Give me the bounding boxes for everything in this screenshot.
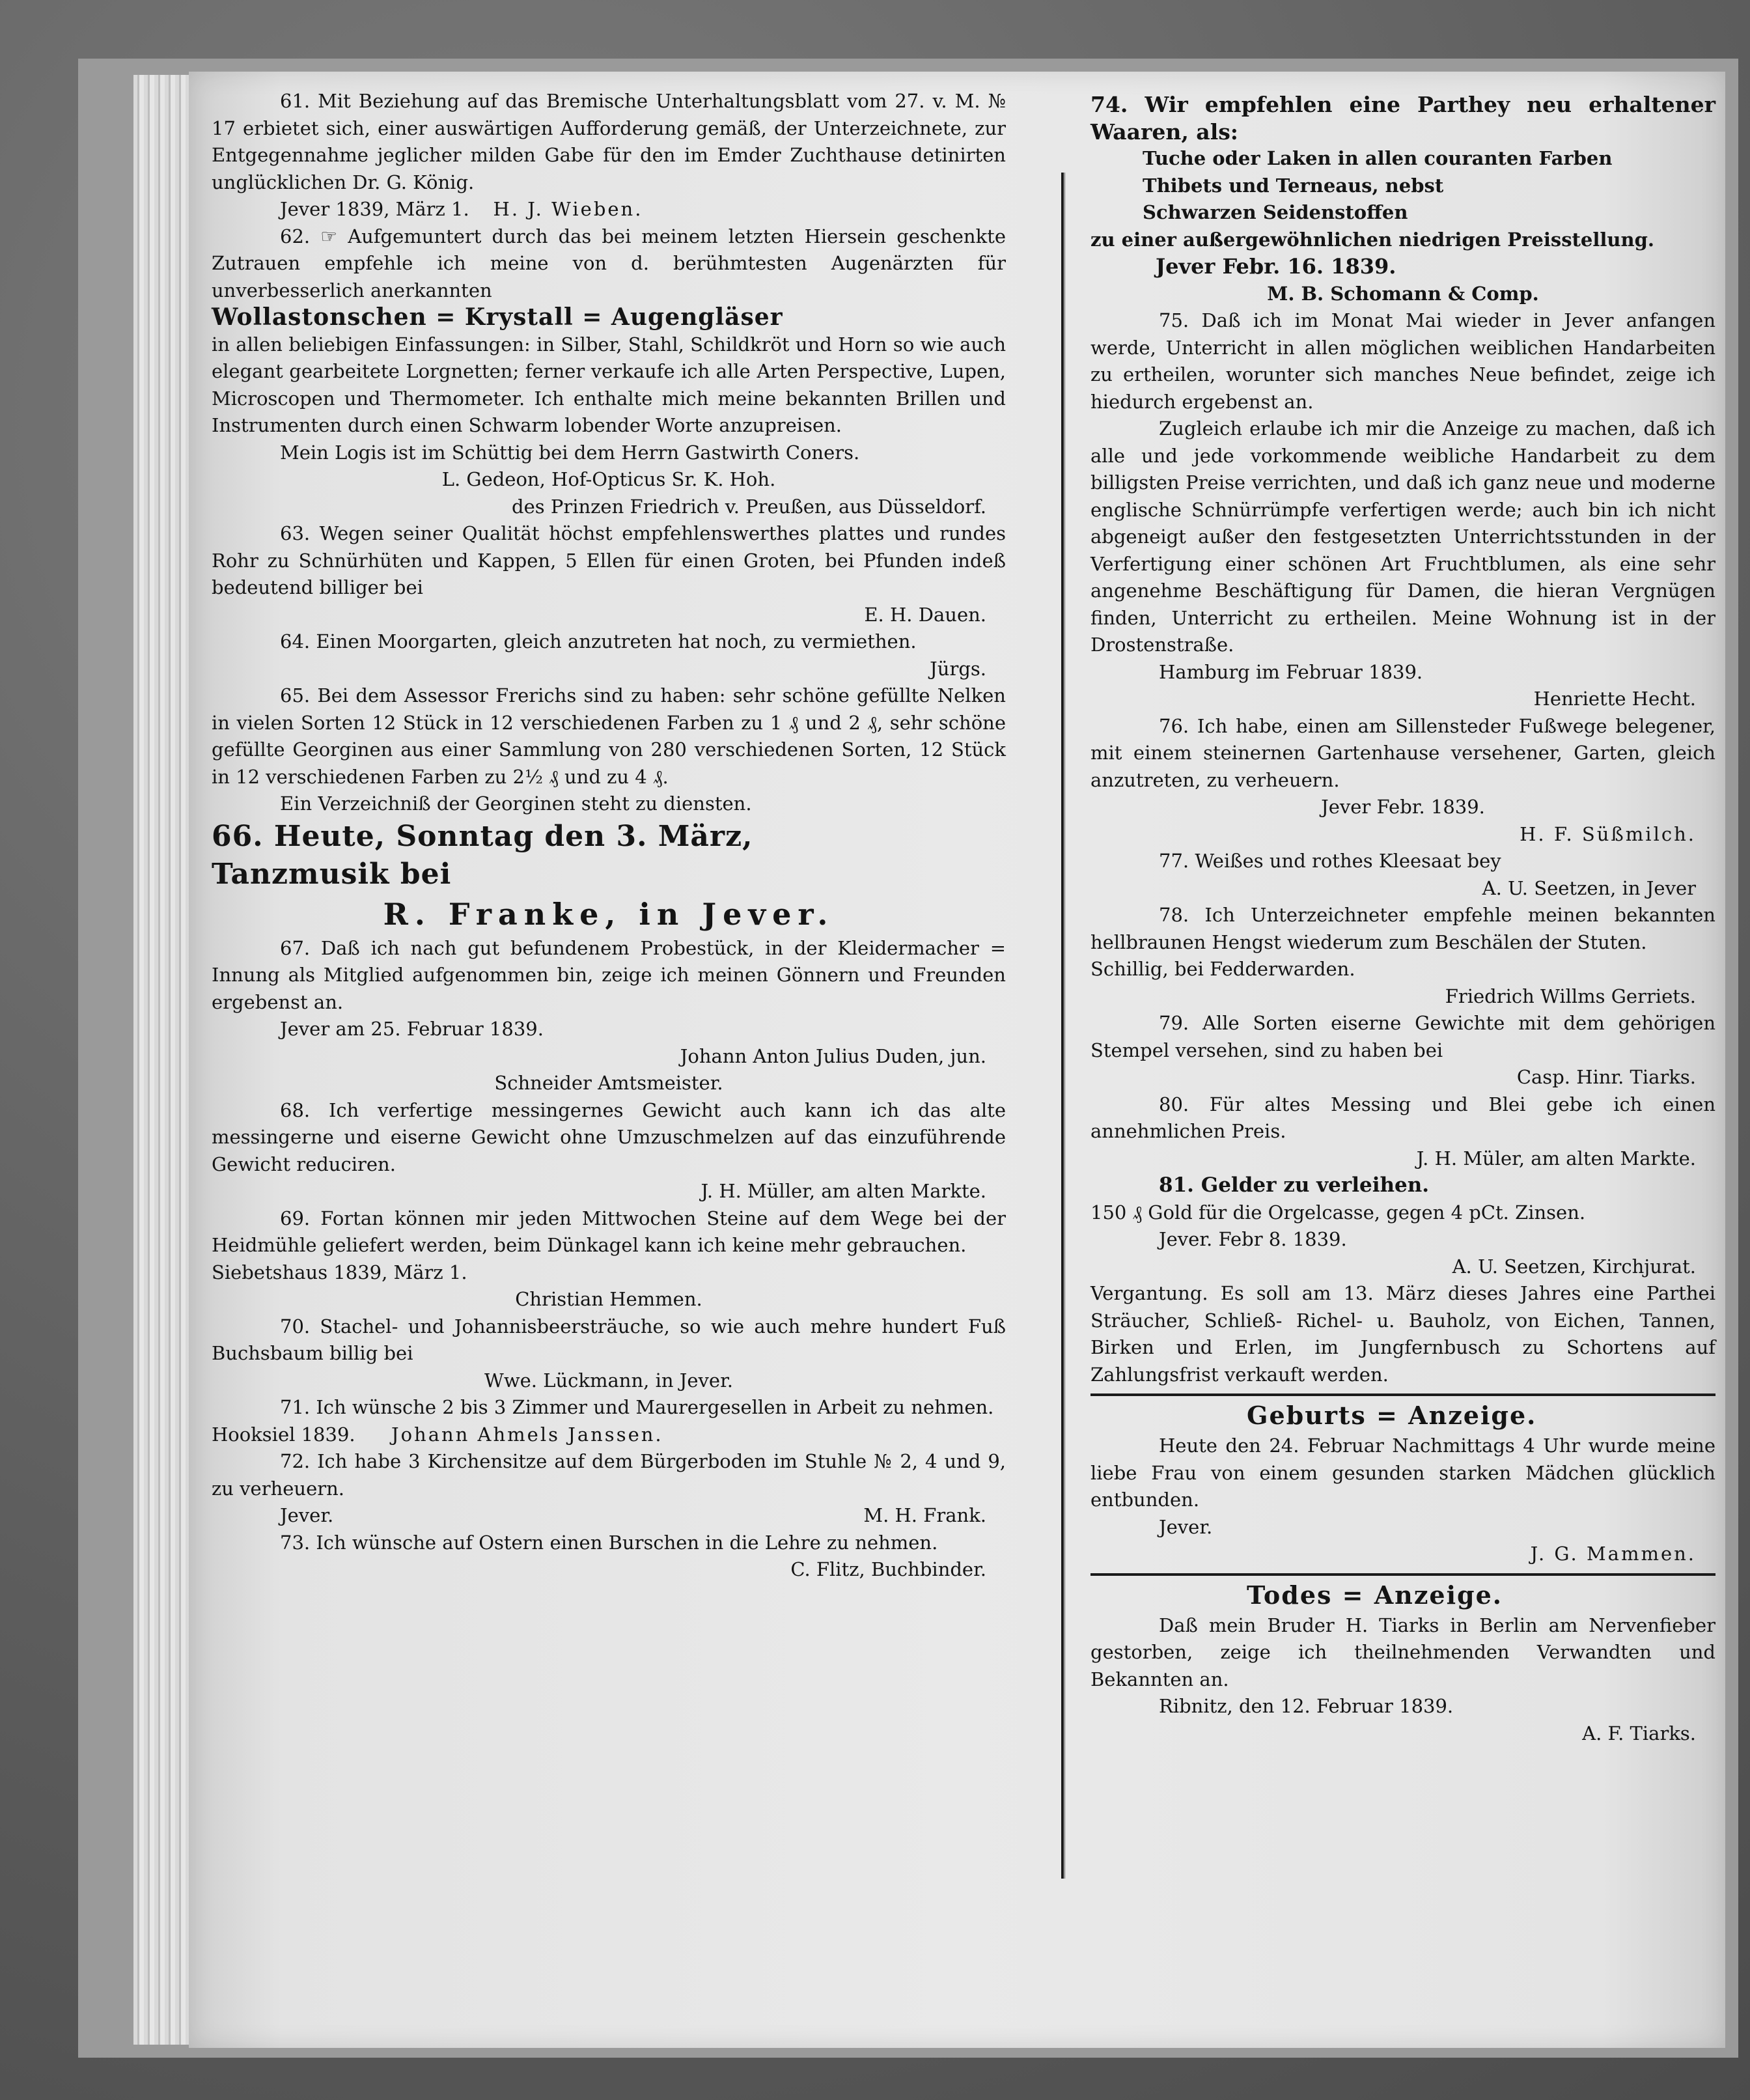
ad-78 [1090,902,1715,1010]
ad-61-date: Jever 1839, März 1. [280,198,469,220]
ad-78-text: 78. Ich Unterzeichneter empfehle meinen bekannten hellbraunen Hengst wiederum zum Beschälen der Stuten. [1090,904,1715,953]
ad-81-signature: A. U. Seetzen, Kirchjurat. [1452,1255,1696,1278]
ad-62-text: 62. ☞ Aufgemuntert durch das bei meinem letzten Hiersein geschenkte Zutrauen empfehle ich meine von d. berühmtesten Augenärzten für unverbesserlich anerkannten [212,225,1006,301]
ad-61-text: 61. Mit Beziehung auf das Bremische Unterhaltungsblatt vom 27. v. M. № 17 erbietet sich, einer auswärtigen Aufforderung gemäß, der Unterzeichnete, zur Entgegennahme jeglicher milden Gabe für den im Emder Zuchthause detinirten unglücklichen Dr. G. König. [212,90,1006,193]
ad-75-date: Hamburg im Februar 1839. [1159,660,1423,683]
ad-69-text: 69. Fortan können mir jeden Mittwochen Steine auf dem Wege bei der Heidmühle geliefert werden, beim Dünkagel kann ich keine mehr gebrauchen. [212,1207,1006,1256]
death-announcement [1090,1578,1715,1748]
ad-64 [212,628,1006,682]
ad-61 [212,88,1006,223]
ad-65-text: 65. Bei dem Assessor Frerichs sind zu haben: sehr schöne gefüllte Nelken in vielen Sorten 12 Stück in 12 verschiedenen Farben zu 1 ₰ und 2 ₰, sehr schöne gefüllte Georginen aus einer Sammlung von 280 verschiedenen Sorten, 12 Stück in 12 verschiedenen Farben zu 2½ ₰ und zu 4 ₰. [212,684,1006,788]
ad-69-date: Siebetshaus 1839, März 1. [212,1261,467,1283]
ad-71-text: 71. Ich wünsche 2 bis 3 Zimmer und Maurergesellen in Arbeit zu nehmen. [280,1396,994,1418]
ad-74-date: Jever Febr. 16. 1839. [1156,254,1396,279]
ad-79-text: 79. Alle Sorten eiserne Gewichte mit dem gehörigen Stempel versehen, sind zu haben bei [1090,1012,1715,1061]
ad-67-text: 67. Daß ich nach gut befundenem Probestück, in der Kleidermacher = Innung als Mitglied aufgenommen bin, zeige ich meinen Gönnern und Freunden ergebenst an. [212,936,1006,1013]
ad-62-signature-2: des Prinzen Friedrich v. Preußen, aus Düsseldorf. [512,495,986,518]
ad-66-line-1: 66. Heute, Sonntag den 3. März, [212,819,753,853]
ad-81-heading: 81. Gelder zu verleihen. [1159,1173,1430,1197]
ad-75-text2: Zugleich erlaube ich mir die Anzeige zu machen, daß ich alle und jede vorkommende weibliche Handarbeit zu dem billigsten Preise verrichten, und daß ich ganz neue und moderne englische Schnürrümpfe verfertigen werde; auch bin ich nicht abgeneigt außer den festgesetzten Unterrichtsstunden in der Verfertigung einer schönen Art Fruchtblumen, als eine sehr angenehme Beschäftigung für Damen, die hieran Vergnügen finden, Unterricht zu ertheilen. Meine Wohnung ist in der Drostenstraße. [1090,417,1715,656]
right-column [1090,91,1715,1747]
ad-75-signature: Henriette Hecht. [1533,688,1696,710]
birth-announcement-title: Geburts = Anzeige. [1247,1401,1537,1430]
ad-67 [212,935,1006,1097]
ad-68 [212,1097,1006,1205]
ad-74-signature: M. B. Schomann & Comp. [1267,282,1539,305]
ad-71-signature: Johann Ahmels Janssen. [391,1423,663,1446]
ad-76-signature: H. F. Süßmilch. [1520,822,1696,845]
ad-62-text2: in allen beliebigen Einfassungen: in Silber, Stahl, Schildkröt und Horn so wie auch elegant gearbeitete Lorgnetten; ferner verkaufe ich alle Arten Perspective, Lupen, Microscopen und Thermometer. Ich enthalte mich meine bekannten Brillen und Instrumenten durch einen Schwarm lobender Worte anzupreisen. [212,333,1006,436]
ad-73 [212,1530,1006,1584]
ad-73-text: 73. Ich wünsche auf Ostern einen Burschen in die Lehre zu nehmen. [280,1531,938,1554]
ad-74-line-4: Schwarzen Seidenstoffen [1143,201,1408,223]
death-announcement-title: Todes = Anzeige. [1247,1580,1503,1610]
ad-69 [212,1205,1006,1313]
ad-66 [212,818,1006,935]
ad-74-line-2: Tuche oder Laken in allen couranten Farben [1143,147,1613,169]
ad-71-date: Hooksiel 1839. [212,1423,355,1446]
ad-70-signature: Wwe. Lückmann, in Jever. [484,1369,733,1392]
ad-74 [1090,91,1715,307]
ad-68-signature: J. H. Müller, am alten Markte. [701,1180,986,1202]
ad-67-date: Jever am 25. Februar 1839. [280,1018,544,1040]
death-announcement-date: Ribnitz, den 12. Februar 1839. [1159,1695,1454,1717]
ad-67-signature-2: Schneider Amtsmeister. [494,1072,723,1094]
birth-announcement-place: Jever. [1159,1515,1213,1538]
ad-77 [1090,848,1715,902]
ad-vergantung [1090,1280,1715,1388]
ad-61-signature: H. J. Wieben. [493,198,643,220]
ad-80-text: 80. Für altes Messing und Blei gebe ich einen annehmlichen Preis. [1090,1093,1715,1142]
left-column [212,88,1006,1584]
vergantung-text: Vergantung. Es soll am 13. März dieses Jahres eine Parthei Sträucher, Schließ- Richel- u. Bauholz, von Eichen, Tannen, Birken und Erlen, im Jungfernbusch zu Schortens auf Zahlungsfrist verkauft werden. [1090,1282,1715,1386]
column-divider-shadow [1064,173,1065,1879]
ad-67-signature-1: Johann Anton Julius Duden, jun. [680,1044,986,1067]
ad-72-signature: M. H. Frank. [863,1504,986,1526]
birth-announcement-signature: J. G. Mammen. [1530,1543,1696,1565]
ad-68-text: 68. Ich verfertige messingernes Gewicht auch kann ich das alte messingerne und eiserne Gewicht ohne Umzuschmelzen auf das einzuführende Gewicht reduciren. [212,1099,1006,1175]
death-announcement-signature: A. F. Tiarks. [1582,1722,1696,1744]
ad-80-signature: J. H. Müler, am alten Markte. [1416,1147,1696,1169]
ad-81-date: Jever. Febr 8. 1839. [1159,1228,1347,1250]
ad-69-signature: Christian Hemmen. [515,1288,702,1310]
ad-71 [212,1394,1006,1448]
ad-66-line-2: Tanzmusik bei [212,857,452,891]
column-divider [1061,173,1064,1879]
ad-81-text: 150 ₰ Gold für die Orgelcasse, gegen 4 pCt. Zinsen. [1090,1201,1586,1224]
ad-73-signature: C. Flitz, Buchbinder. [790,1558,986,1580]
ad-81 [1090,1172,1715,1280]
ad-74-line-1: 74. Wir empfehlen eine Parthey neu erhaltener Waaren, als: [1090,92,1715,145]
ad-62 [212,223,1006,521]
section-rule-1 [1090,1393,1715,1396]
ad-63 [212,520,1006,628]
ad-72-text: 72. Ich habe 3 Kirchensitze auf dem Bürgerboden im Stuhle № 2, 4 und 9, zu verheuern. [212,1450,1006,1500]
ad-78-signature: Friedrich Willms Gerriets. [1445,985,1696,1007]
ad-62-text3: Mein Logis ist im Schüttig bei dem Herrn Gastwirth Coners. [280,441,860,464]
birth-announcement [1090,1399,1715,1568]
ad-63-signature: E. H. Dauen. [864,603,986,626]
ad-62-headline: Wollastonschen = Krystall = Augengläser [212,303,783,331]
ad-70-text: 70. Stachel- und Johannisbeersträuche, so wie auch mehre hundert Fuß Buchsbaum billig bei [212,1315,1006,1364]
ad-75-text: 75. Daß ich im Monat Mai wieder in Jever anfangen werde, Unterricht in allen möglichen weiblichen Handarbeiten zu ertheilen, worunter sich manches Neue befindet, zeige ich hiedurch ergebenst an. [1090,309,1715,413]
ad-62-signature-1: L. Gedeon, Hof-Opticus Sr. K. Hoh. [441,468,776,490]
ad-78-place: Schillig, bei Fedderwarden. [1090,958,1355,980]
ad-76-date: Jever Febr. 1839. [1321,796,1485,818]
ad-74-line-5: zu einer außergewöhnlichen niedrigen Preisstellung. [1090,228,1654,251]
ad-77-text: 77. Weißes und rothes Kleesaat bey [1159,850,1501,872]
ad-77-signature: A. U. Seetzen, in Jever [1482,876,1696,899]
birth-announcement-text: Heute den 24. Februar Nachmittags 4 Uhr wurde meine liebe Frau von einem gesunden starken Mädchen glücklich entbunden. [1090,1435,1715,1511]
ad-76 [1090,713,1715,848]
ad-72-date: Jever. [280,1504,334,1526]
ad-76-text: 76. Ich habe, einen am Sillensteder Fußwege belegener, mit einem steinernen Gartenhause versehener, Garten, gleich anzutreten, zu verheuern. [1090,714,1715,791]
ad-70 [212,1313,1006,1395]
ad-80 [1090,1091,1715,1173]
ad-64-text: 64. Einen Moorgarten, gleich anzutreten hat noch, zu vermiethen. [280,630,917,652]
ad-79 [1090,1010,1715,1091]
ad-66-line-3: R. Franke, in Jever. [383,896,835,932]
ad-74-line-3: Thibets und Terneaus, nebst [1143,174,1444,197]
ad-72 [212,1448,1006,1530]
ad-65-text2: Ein Verzeichniß der Georginen steht zu diensten. [280,792,752,815]
ad-64-signature: Jürgs. [930,657,986,680]
ad-63-text: 63. Wegen seiner Qualität höchst empfehlenswerthes plattes und rundes Rohr zu Schnürhüten und Kappen, 5 Ellen für einen Groten, bei Pfunden indeß bedeutend billiger bei [212,522,1006,598]
ad-65 [212,682,1006,818]
section-rule-2 [1090,1573,1715,1576]
ad-79-signature: Casp. Hinr. Tiarks. [1516,1066,1696,1088]
death-announcement-text: Daß mein Bruder H. Tiarks in Berlin am Nervenfieber gestorben, zeige ich theilnehmenden Verwandten und Bekannten an. [1090,1614,1715,1690]
ad-75 [1090,307,1715,713]
